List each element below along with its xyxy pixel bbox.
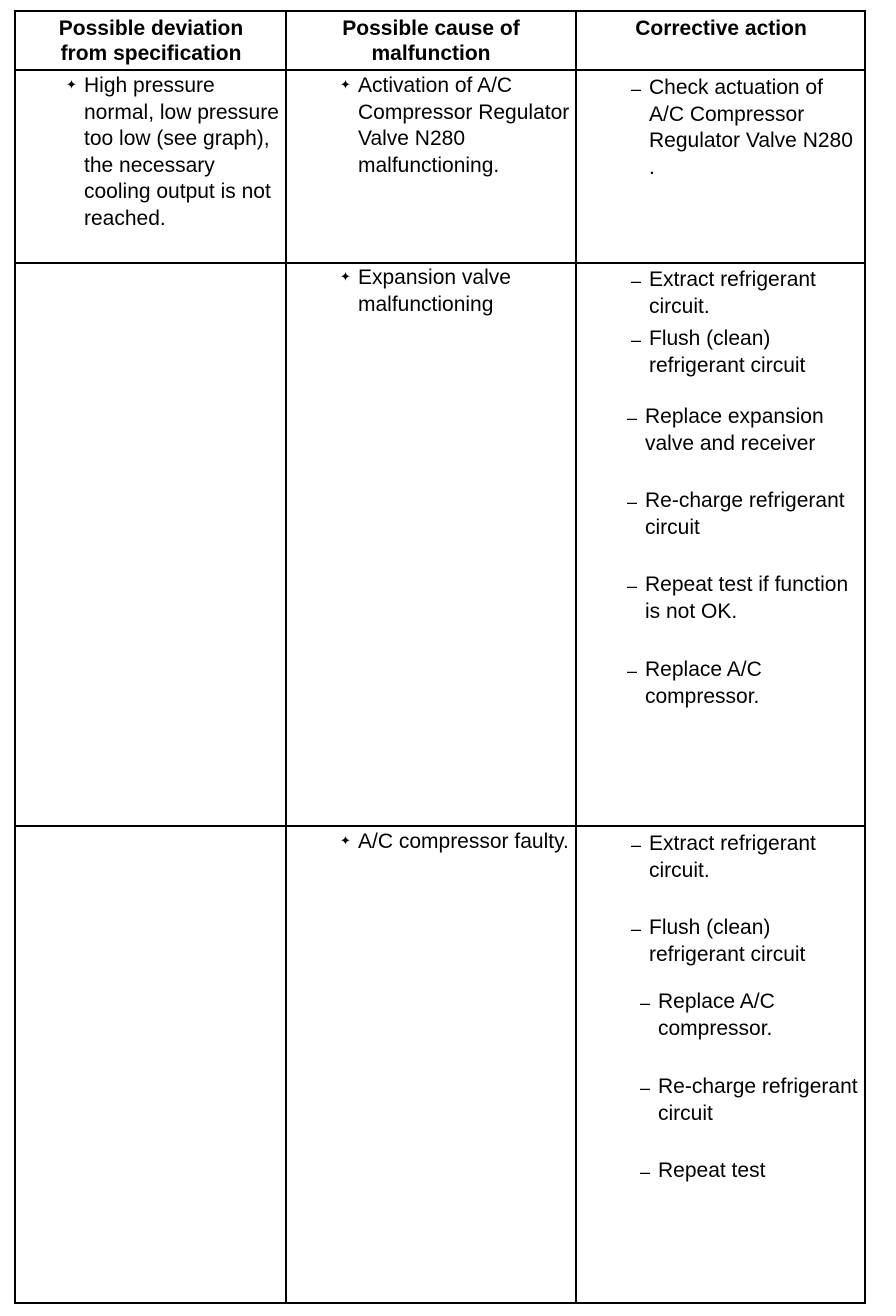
dash-icon: – bbox=[627, 492, 638, 512]
row-divider bbox=[16, 69, 864, 71]
diamond-bullet-icon: ✦ bbox=[340, 269, 351, 284]
dash-icon: – bbox=[640, 993, 651, 1013]
action-item: Check actuation of A/C Compressor Regulator Valve N280 . bbox=[649, 76, 853, 179]
dash-icon: – bbox=[631, 271, 642, 291]
action-item: Extract refrigerant circuit. bbox=[649, 268, 816, 318]
action-item: Replace expansion valve and receiver bbox=[645, 405, 824, 455]
diamond-bullet-icon: ✦ bbox=[340, 833, 351, 848]
action-item: Flush (clean) refrigerant circuit bbox=[649, 327, 806, 377]
malfunction-table bbox=[14, 10, 866, 1304]
action-item: Replace A/C compressor. bbox=[658, 990, 775, 1040]
action-item: Extract refrigerant circuit. bbox=[649, 832, 816, 882]
dash-icon: – bbox=[627, 408, 638, 428]
header-cause: Possible cause of malfunction bbox=[342, 17, 520, 65]
dash-icon: – bbox=[640, 1078, 651, 1098]
header-action: Corrective action bbox=[635, 17, 807, 40]
dash-icon: – bbox=[631, 835, 642, 855]
action-item: Replace A/C compressor. bbox=[645, 658, 762, 708]
column-divider bbox=[285, 12, 287, 1302]
action-item: Flush (clean) refrigerant circuit bbox=[649, 916, 806, 966]
dash-icon: – bbox=[631, 919, 642, 939]
cause-text: Expansion valve malfunctioning bbox=[358, 266, 511, 316]
dash-icon: – bbox=[631, 330, 642, 350]
action-item: Repeat test if function is not OK. bbox=[645, 573, 849, 623]
column-divider bbox=[575, 12, 577, 1302]
dash-icon: – bbox=[631, 79, 642, 99]
dash-icon: – bbox=[627, 576, 638, 596]
diamond-bullet-icon: ✦ bbox=[340, 77, 351, 92]
action-item: Repeat test bbox=[658, 1159, 766, 1182]
header-deviation: Possible deviation from specification bbox=[58, 17, 244, 65]
diamond-bullet-icon: ✦ bbox=[66, 77, 77, 92]
dash-icon: – bbox=[627, 661, 638, 681]
row-divider bbox=[16, 825, 864, 827]
action-item: Re-charge refrigerant circuit bbox=[658, 1075, 858, 1125]
cause-text: A/C compressor faulty. bbox=[358, 830, 569, 853]
deviation-text: High pressure normal, low pressure too low (see graph), the necessary cooling output is not reached. bbox=[84, 74, 279, 230]
dash-icon: – bbox=[640, 1162, 651, 1182]
cause-text: Activation of A/C Compressor Regulator Valve N280 malfunctioning. bbox=[358, 74, 570, 177]
action-item: Re-charge refrigerant circuit bbox=[645, 489, 845, 539]
row-divider bbox=[16, 262, 864, 264]
